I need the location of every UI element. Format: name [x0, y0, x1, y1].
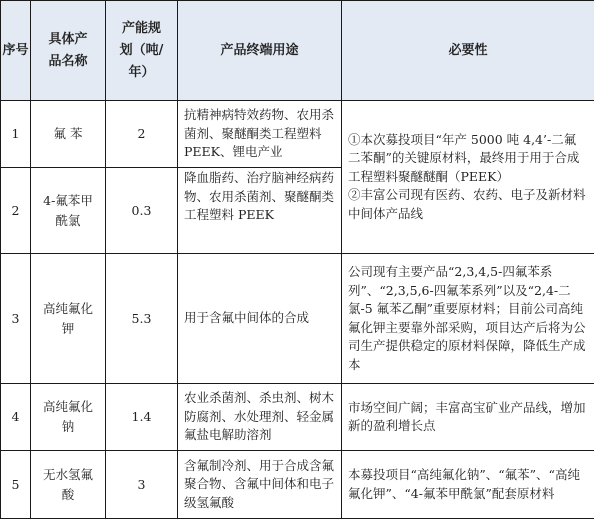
row-index: 3 — [1, 254, 31, 384]
row-capacity: 0.3 — [106, 168, 178, 254]
row-capacity: 5.3 — [106, 254, 178, 384]
row-end-use: 含氟制冷剂、用于合成含氟聚合物、含氟中间体和电子级氢氟酸 — [178, 451, 342, 519]
row-necessity-shared — [342, 101, 594, 254]
row-product-name: 无水氢氟酸 — [31, 451, 106, 519]
necessity-text: ①本次募投项目“年产 5000 吨 4,4’-二氟二苯酮”的关键原材料，最终用于用于合成工程塑料聚醚醚酮（PEEK） ②丰富公司现有医药、农药、电子及新材料中间体产品线 — [348, 131, 588, 224]
row-product-name: 高纯氟化钠 — [31, 384, 106, 451]
row-product-name: 高纯氟化钾 — [31, 254, 106, 384]
row-necessity: 公司现有主要产品“2,3,4,5-四氟苯系列”、“2,3,5,6-四氟苯系列”以及“2,4-二氯-5 氟苯乙酮”重要原材料；目前公司高纯氟化钾主要靠外部采购，项目达产后将为公司生产提供稳定的原材料保障，降低生产成本 — [342, 254, 594, 384]
header-index: 序号 — [1, 1, 31, 101]
row-necessity: 本募投项目“高纯氟化钠”、“氟苯”、“高纯氟化钾”、“4-氟苯甲酰氯”配套原材料 — [342, 451, 594, 519]
row-capacity: 1.4 — [106, 384, 178, 451]
header-end-use: 产品终端用途 — [178, 1, 342, 101]
row-product-name: 氟 苯 — [31, 101, 106, 168]
row-capacity: 3 — [106, 451, 178, 519]
table-header-row — [1, 1, 594, 101]
header-product-name: 具体产品名称 — [31, 1, 106, 101]
table-row — [1, 451, 594, 519]
table-row — [1, 101, 594, 168]
row-end-use: 降血脂药、治疗脑神经病药物、农用杀菌剂、聚醚酮类工程塑料 PEEK — [178, 168, 342, 254]
row-index: 5 — [1, 451, 31, 519]
row-end-use: 抗精神病特效药物、农用杀菌剂、聚醚酮类工程塑料 PEEK、锂电产业 — [178, 101, 342, 168]
header-necessity: 必要性 — [342, 1, 594, 101]
table-row — [1, 254, 594, 384]
row-index: 1 — [1, 101, 31, 168]
row-index: 4 — [1, 384, 31, 451]
table-row — [1, 384, 594, 451]
row-end-use: 农业杀菌剂、杀虫剂、树木防腐剂、水处理剂、轻金属氟盐电解助溶剂 — [178, 384, 342, 451]
row-product-name: 4-氟苯甲酰氯 — [31, 168, 106, 254]
header-capacity: 产能规划（吨/年） — [106, 1, 178, 101]
row-index: 2 — [1, 168, 31, 254]
row-capacity: 2 — [106, 101, 178, 168]
row-end-use: 用于含氟中间体的合成 — [178, 254, 342, 384]
row-necessity: 市场空间广阔；丰富高宝矿业产品线，增加新的盈利增长点 — [342, 384, 594, 451]
